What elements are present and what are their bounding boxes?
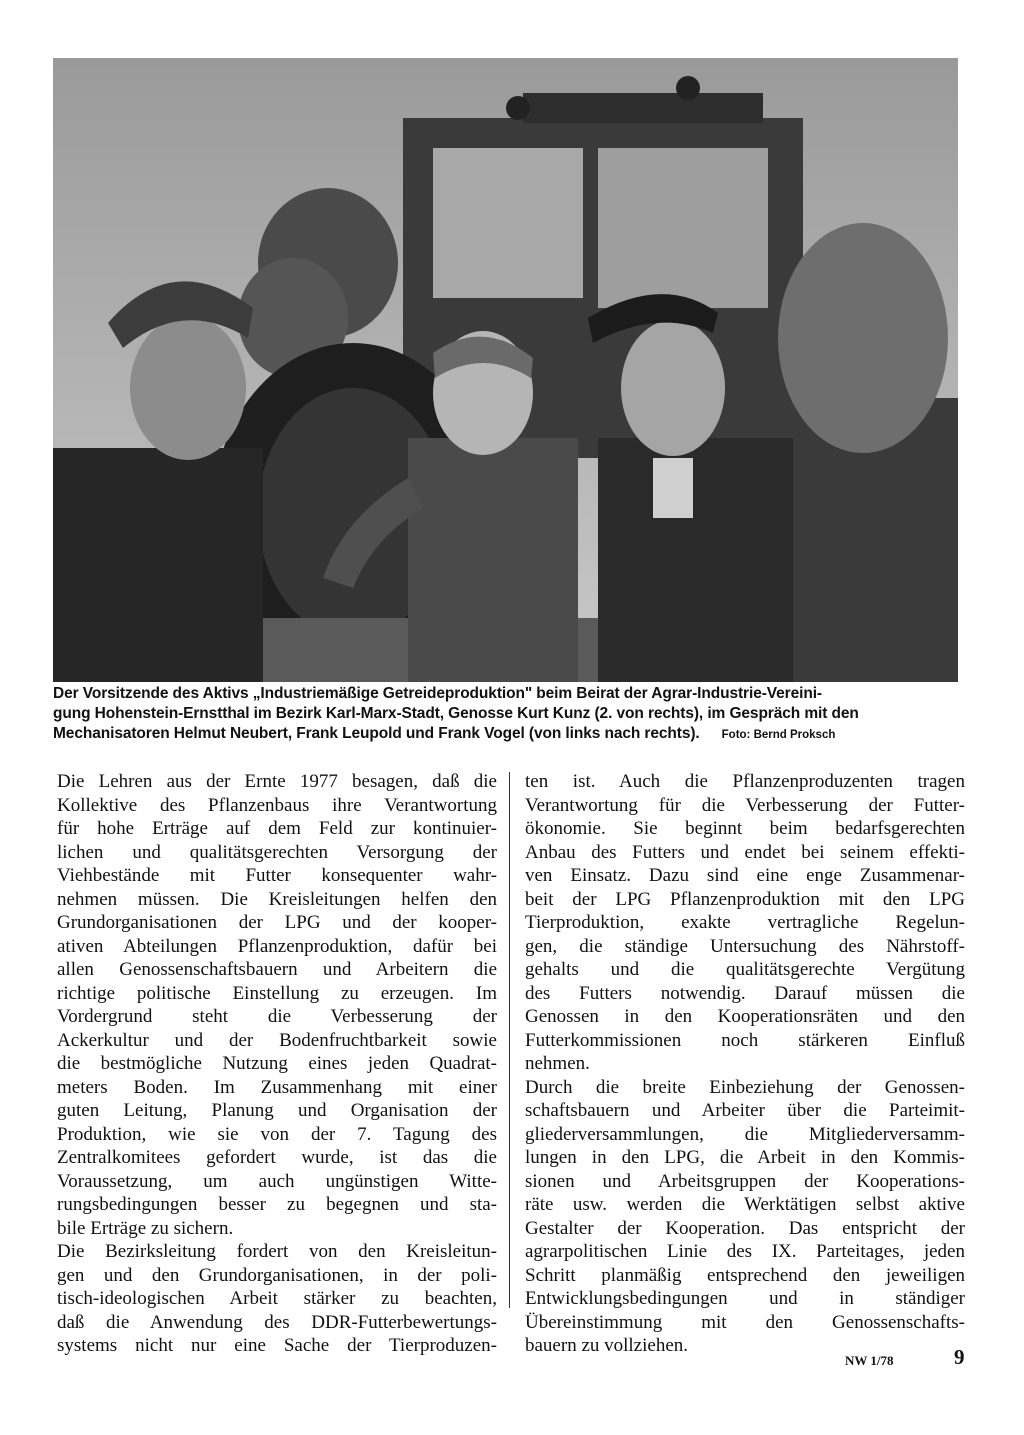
text-line: gliederversammlungen, die Mitgliederversamm-	[525, 1123, 965, 1145]
text-line: beit der LPG Pflanzenproduktion mit den LPG	[525, 888, 965, 910]
text-line: bile Erträge zu sichern.	[57, 1217, 234, 1239]
article-column-left	[57, 770, 497, 1358]
text-line: daß die Anwendung des DDR-Futterbewertungs-	[57, 1311, 497, 1333]
text-line: Zentralkomitees gefordert wurde, ist das die	[57, 1147, 497, 1168]
text-line: Anbau des Futters und endet bei seinem effekti-	[525, 841, 965, 863]
text-line: ven Einsatz. Dazu sind eine enge Zusammenar-	[525, 865, 965, 886]
text-line: gen und den Grundorganisationen, in der poli-	[57, 1264, 497, 1286]
text-line: sionen und Arbeitsgruppen der Kooperations-	[525, 1170, 965, 1192]
text-line: Voraussetzung, um auch ungünstigen Witte-	[57, 1170, 497, 1192]
text-line: Durch die breite Einbeziehung der Genossen-	[525, 1076, 965, 1098]
text-line: systems nicht nur eine Sache der Tierproduzen-	[57, 1335, 497, 1356]
page-number: 9	[954, 1345, 965, 1369]
text-line: Futterkommissionen noch stärkeren Einfluß	[525, 1029, 965, 1051]
text-line: nehmen müssen. Die Kreisleitungen helfen den	[57, 888, 497, 910]
caption-line-text: Mechanisatoren Helmut Neubert, Frank Leupold und Frank Vogel (von links nach rechts).	[53, 725, 700, 742]
text-line: guten Leitung, Planung und Organisation der	[57, 1100, 497, 1121]
text-line: Kollektive des Pflanzenbaus ihre Verantwortung	[57, 794, 497, 816]
text-line: des Futters notwendig. Darauf müssen die	[525, 982, 965, 1004]
text-line: lungen in den LPG, die Arbeit in den Kommis-	[525, 1147, 965, 1168]
text-line: Genossen in den Kooperationsräten und den	[525, 1006, 965, 1027]
text-line: bauern zu vollziehen.	[525, 1335, 689, 1356]
text-line: ten ist. Auch die Pflanzenproduzenten tragen	[525, 771, 965, 792]
text-line: Produktion, wie sie von der 7. Tagung des	[57, 1123, 497, 1145]
text-line: für hohe Erträge auf dem Feld zur kontinuier-	[57, 818, 497, 839]
text-line: ökonomie. Sie beginnt beim bedarfsgerechten	[525, 818, 965, 839]
text-line: Tierproduktion, exakte vertragliche Regelun-	[525, 912, 965, 933]
text-line: tisch-ideologischen Arbeit stärker zu beachten,	[57, 1288, 497, 1309]
text-line: gen, die ständige Untersuchung des Nährstoff-	[525, 935, 965, 957]
text-line: meters Boden. Im Zusammenhang mit einer	[57, 1076, 497, 1098]
article-photo	[53, 58, 958, 682]
text-line: Übereinstimmung mit den Genossenschafts-	[525, 1311, 965, 1333]
text-line: agrarpolitischen Linie des IX. Parteitages, jeden	[525, 1241, 965, 1262]
photo-illustration	[53, 58, 958, 682]
text-line: Ackerkultur und der Bodenfruchtbarkeit sowie	[57, 1029, 497, 1051]
text-line: Schritt planmäßig entsprechend den jeweiligen	[525, 1264, 965, 1286]
text-line: Grundorganisationen der LPG und der kooper-	[57, 912, 497, 933]
text-line: Gestalter der Kooperation. Das entspricht der	[525, 1217, 965, 1239]
text-line: räte usw. werden die Werktätigen selbst aktive	[525, 1194, 965, 1215]
caption-line: gung Hohenstein-Ernstthal im Bezirk Karl-Marx-Stadt, Genosse Kurt Kunz (2. von rechts), im Gespräch mit den	[53, 705, 859, 722]
text-line: ativen Abteilungen Pflanzenproduktion, dafür bei	[57, 935, 497, 957]
text-line: Verantwortung für die Verbesserung der Futter-	[525, 794, 965, 816]
text-line: richtige politische Einstellung zu erzeugen. Im	[57, 982, 497, 1004]
column-divider	[509, 772, 510, 1308]
text-line: lichen und qualitätsgerechten Versorgung der	[57, 841, 497, 863]
text-line: gehalts und die qualitätsgerechte Vergütung	[525, 959, 965, 980]
photo-caption	[53, 684, 965, 745]
issue-label: NW 1/78	[845, 1353, 894, 1368]
text-line: Viehbestände mit Futter konsequenter wahr-	[57, 865, 497, 886]
text-line: die bestmögliche Nutzung eines jeden Quadrat-	[57, 1053, 497, 1074]
text-line: Entwicklungsbedingungen und in ständiger	[525, 1288, 965, 1309]
caption-line: Der Vorsitzende des Aktivs „Industriemäßige Getreideproduktion" beim Beirat der Agrar-Industrie-Vereini-	[53, 685, 822, 702]
photo-credit: Foto: Bernd Proksch	[721, 729, 836, 741]
text-line: rungsbedingungen besser zu begegnen und sta-	[57, 1194, 497, 1215]
caption-line	[53, 724, 965, 745]
text-line: nehmen.	[525, 1053, 590, 1074]
text-line: Vordergrund steht die Verbesserung der	[57, 1006, 497, 1027]
text-line: allen Genossenschaftsbauern und Arbeitern die	[57, 959, 497, 980]
article-column-right	[525, 770, 965, 1358]
text-line: schaftsbauern und Arbeiter über die Parteimit-	[525, 1100, 965, 1121]
text-line: Die Bezirksleitung fordert von den Kreisleitun-	[57, 1241, 497, 1262]
text-line: Die Lehren aus der Ernte 1977 besagen, daß die	[57, 771, 497, 792]
